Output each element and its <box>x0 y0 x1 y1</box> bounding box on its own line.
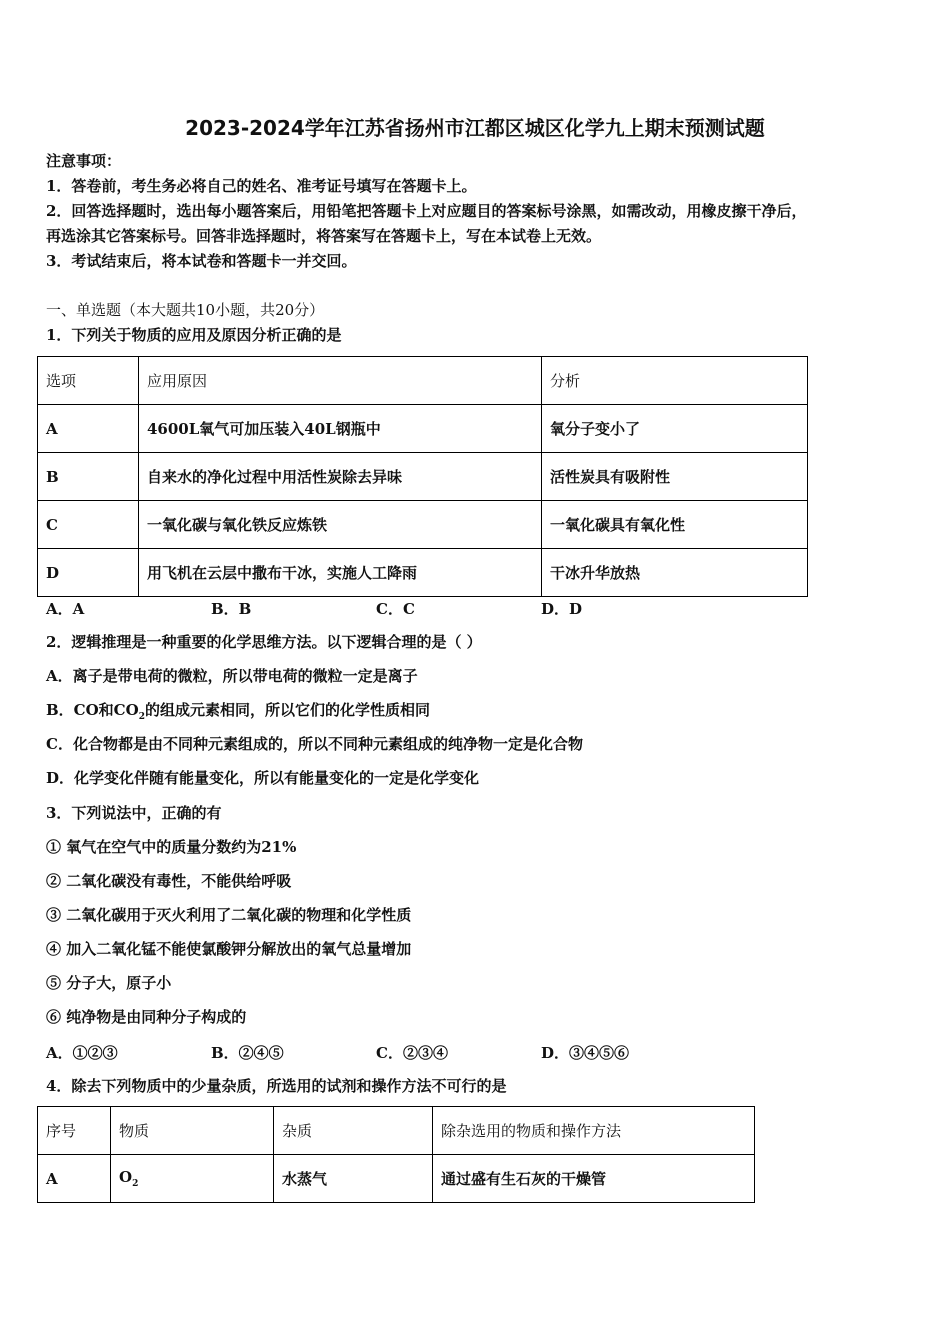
q3-item-4: ④ 加入二氧化锰不能使氯酸钾分解放出的氧气总量增加 <box>46 940 412 958</box>
q1-option-a: A．A <box>46 600 85 618</box>
q3-item-3: ③ 二氧化碳用于灭火利用了二氧化碳的物理和化学性质 <box>46 906 412 924</box>
q4-row-a-label: A <box>38 1155 111 1203</box>
q1-row-d-application: 用飞机在云层中撒布干冰，实施人工降雨 <box>139 549 542 597</box>
q1-stem: 1．下列关于物质的应用及原因分析正确的是 <box>46 326 342 344</box>
notice-item-2: 2．回答选择题时，选出每小题答案后，用铅笔把答题卡上对应题目的答案标号涂黑，如需改动，用橡皮擦干净后， <box>46 202 807 220</box>
q2-option-b-start: B．CO和CO <box>46 701 139 719</box>
q4-stem: 4．除去下列物质中的少量杂质，所选用的试剂和操作方法不可行的是 <box>46 1077 507 1095</box>
notice-item-2-cont: 再选涂其它答案标号。回答非选择题时，将答案写在答题卡上，写在本试卷上无效。 <box>46 227 602 245</box>
q2-option-b <box>46 700 430 727</box>
q1-row-c-analysis: 一氧化碳具有氧化性 <box>542 501 808 549</box>
q1-option-b: B．B <box>211 600 252 618</box>
q4-row-a-method: 通过盛有生石灰的干燥管 <box>433 1155 755 1203</box>
q1-row-c-label: C <box>38 501 139 549</box>
q4-header-substance: 物质 <box>111 1107 274 1155</box>
q4-header-number: 序号 <box>38 1107 111 1155</box>
q3-item-5: ⑤ 分子大，原子小 <box>46 974 172 992</box>
q3-option-b: B．②④⑤ <box>211 1044 284 1062</box>
q1-header-application: 应用原因 <box>139 357 542 405</box>
q3-option-c: C．②③④ <box>376 1044 448 1062</box>
q1-row-d-label: D <box>38 549 139 597</box>
q1-row-d-analysis: 干冰升华放热 <box>542 549 808 597</box>
q1-row-c-application: 一氧化碳与氧化铁反应炼铁 <box>139 501 542 549</box>
q4-row-a-impurity: 水蒸气 <box>274 1155 433 1203</box>
q1-header-option: 选项 <box>38 357 139 405</box>
q1-option-d: D．D <box>541 600 583 618</box>
q3-item-6: ⑥ 纯净物是由同种分子构成的 <box>46 1008 247 1026</box>
q2-option-c: C．化合物都是由不同种元素组成的，所以不同种元素组成的纯净物一定是化合物 <box>46 735 583 753</box>
notice-item-3: 3．考试结束后，将本试卷和答题卡一并交回。 <box>46 252 357 270</box>
q2-option-d: D．化学变化伴随有能量变化，所以有能量变化的一定是化学变化 <box>46 769 480 787</box>
q1-row-b-application: 自来水的净化过程中用活性炭除去异味 <box>139 453 542 501</box>
q3-item-1: ① 氧气在空气中的质量分数约为21% <box>46 838 297 856</box>
q4-header-impurity: 杂质 <box>274 1107 433 1155</box>
q3-item-2: ② 二氧化碳没有毒性，不能供给呼吸 <box>46 872 292 890</box>
q4-row-a-substance-subscript: 2 <box>132 1179 139 1189</box>
q1-row-a-label: A <box>38 405 139 453</box>
q2-option-b-end: 的组成元素相同，所以它们的化学性质相同 <box>144 701 430 719</box>
q2-option-a: A．离子是带电荷的微粒，所以带电荷的微粒一定是离子 <box>46 667 418 685</box>
q3-option-a: A．①②③ <box>46 1044 118 1062</box>
q4-row-a-substance-symbol: O <box>119 1168 133 1186</box>
q1-row-b-analysis: 活性炭具有吸附性 <box>542 453 808 501</box>
q1-header-analysis: 分析 <box>542 357 808 405</box>
q1-row-a-application: 4600L氧气可加压装入40L钢瓶中 <box>139 405 542 453</box>
q4-row-a-substance <box>111 1155 274 1203</box>
q2-stem: 2．逻辑推理是一种重要的化学思维方法。以下逻辑合理的是（ ） <box>46 633 482 651</box>
page-title: 2023-2024学年江苏省扬州市江都区城区化学九上期末预测试题 <box>185 116 765 140</box>
q1-row-a-analysis: 氧分子变小了 <box>542 405 808 453</box>
q2-option-b-subscript: 2 <box>138 712 145 722</box>
q4-table <box>37 1106 755 1203</box>
q4-header-method: 除杂选用的物质和操作方法 <box>433 1107 755 1155</box>
notice-heading: 注意事项： <box>46 152 122 170</box>
q3-stem: 3．下列说法中，正确的有 <box>46 804 222 822</box>
notice-item-1: 1．答卷前，考生务必将自己的姓名、准考证号填写在答题卡上。 <box>46 177 477 195</box>
q3-option-d: D．③④⑤⑥ <box>541 1044 630 1062</box>
section-heading: 一、单选题（本大题共10小题，共20分） <box>46 301 325 319</box>
q1-option-c: C．C <box>376 600 415 618</box>
q1-row-b-label: B <box>38 453 139 501</box>
q1-table <box>37 356 808 597</box>
